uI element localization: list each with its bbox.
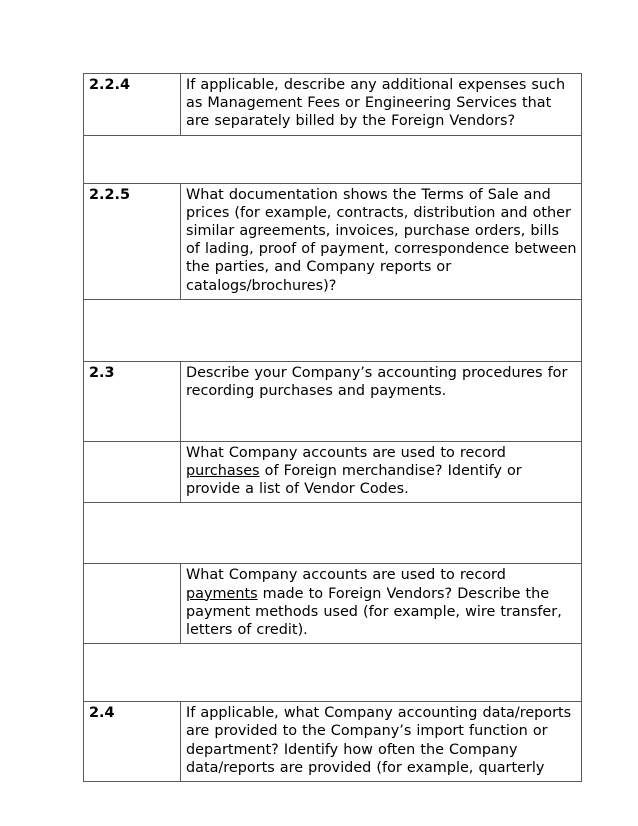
- table-row: [84, 183, 582, 299]
- question-number: [84, 564, 181, 644]
- text-part: made to Foreign Vendors? Describe the payment methods used (for example, wire transfer, letters of credit).: [186, 585, 562, 639]
- answer-row: [84, 644, 582, 702]
- question-number: 2.4: [84, 702, 181, 782]
- answer-row: [84, 503, 582, 564]
- underlined-term: payments: [186, 585, 258, 602]
- question-text: What documentation shows the Terms of Sale and prices (for example, contracts, distribution and other similar agreements, invoices, purchase orders, bills of lading, proof of payment, correspondence between the parties, and Company reports or catalogs/brochures)?: [181, 183, 582, 299]
- question-text: [181, 564, 582, 644]
- underlined-term: purchases: [186, 463, 260, 480]
- table-row: [84, 74, 582, 136]
- table-row: [84, 564, 582, 644]
- question-number: 2.2.5: [84, 183, 181, 299]
- question-number: [84, 441, 181, 503]
- text-part: of Foreign merchandise? Identify or provide a list of Vendor Codes.: [186, 463, 522, 498]
- table-row: [84, 702, 582, 782]
- table-row: [84, 361, 582, 441]
- question-text: Describe your Company’s accounting procedures for recording purchases and payments.: [181, 361, 582, 441]
- table-row: [84, 441, 582, 503]
- answer-cell[interactable]: [84, 135, 582, 183]
- answer-cell[interactable]: [84, 644, 582, 702]
- questionnaire-table: [83, 73, 582, 782]
- question-number: 2.2.4: [84, 74, 181, 136]
- answer-cell[interactable]: [84, 299, 582, 361]
- question-text: [181, 441, 582, 503]
- question-text: If applicable, what Company accounting data/reports are provided to the Company’s import function or department? Identify how often the Company data/reports are provided (for example, quarterly: [181, 702, 582, 782]
- question-number: 2.3: [84, 361, 181, 441]
- answer-row: [84, 135, 582, 183]
- answer-cell[interactable]: [84, 503, 582, 564]
- question-text: If applicable, describe any additional expenses such as Management Fees or Engineering Services that are separately billed by the Foreign Vendors?: [181, 74, 582, 136]
- answer-row: [84, 299, 582, 361]
- text-part: What Company accounts are used to record: [186, 567, 506, 584]
- text-part: What Company accounts are used to record: [186, 444, 506, 461]
